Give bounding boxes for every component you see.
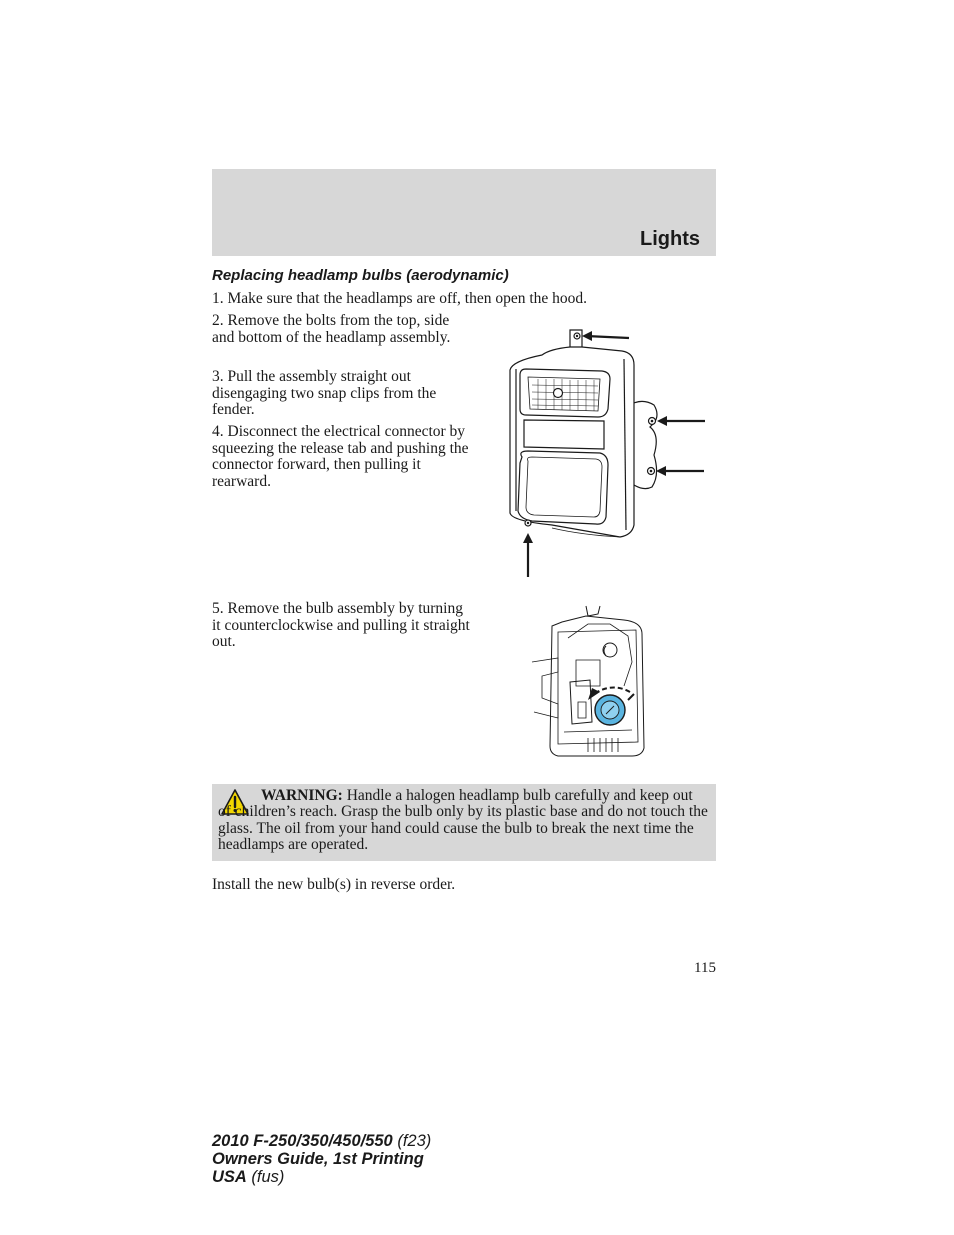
document-footer xyxy=(212,1132,431,1186)
warning-text xyxy=(218,788,708,853)
footer-market-code: (fus) xyxy=(246,1168,285,1186)
page-number: 115 xyxy=(694,960,716,976)
step-2: 2. Remove the bolts from the top, side and bottom of the headlamp assembly. xyxy=(212,312,451,346)
closing-instruction: Install the new bulb(s) in reverse order. xyxy=(212,876,456,893)
bulb-removal-illustration xyxy=(528,602,678,760)
section-header-band xyxy=(212,169,716,256)
warning-callout xyxy=(212,784,716,861)
warning-label: WARNING: xyxy=(261,787,343,804)
footer-model: 2010 F-250/350/450/550 xyxy=(212,1132,393,1150)
footer-line-1 xyxy=(212,1132,431,1150)
headlamp-assembly-illustration xyxy=(502,325,712,580)
step-1: 1. Make sure that the headlamps are off, then open the hood. xyxy=(212,290,588,307)
footer-model-code: (f23) xyxy=(392,1132,432,1150)
section-title: Lights xyxy=(640,228,700,250)
footer-line-3 xyxy=(212,1168,431,1186)
procedure-heading: Replacing headlamp bulbs (aerodynamic) xyxy=(212,267,509,284)
step-5: 5. Remove the bulb assembly by turning it counterclockwise and pulling it straight out. xyxy=(212,600,470,650)
footer-market: USA xyxy=(212,1168,247,1186)
warning-body: Handle a halogen headlamp bulb carefully and keep out of children’s reach. Grasp the bulb only by its plastic base and do not touch the glass. The oil from your hand could cause the bulb to break the next time the headlamps are operated. xyxy=(218,787,708,853)
footer-line-2: Owners Guide, 1st Printing xyxy=(212,1150,424,1168)
step-3: 3. Pull the assembly straight out disengaging two snap clips from the fender. xyxy=(212,368,437,418)
step-4: 4. Disconnect the electrical connector by squeezing the release tab and pushing the connector forward, then pulling it rearward. xyxy=(212,423,469,490)
